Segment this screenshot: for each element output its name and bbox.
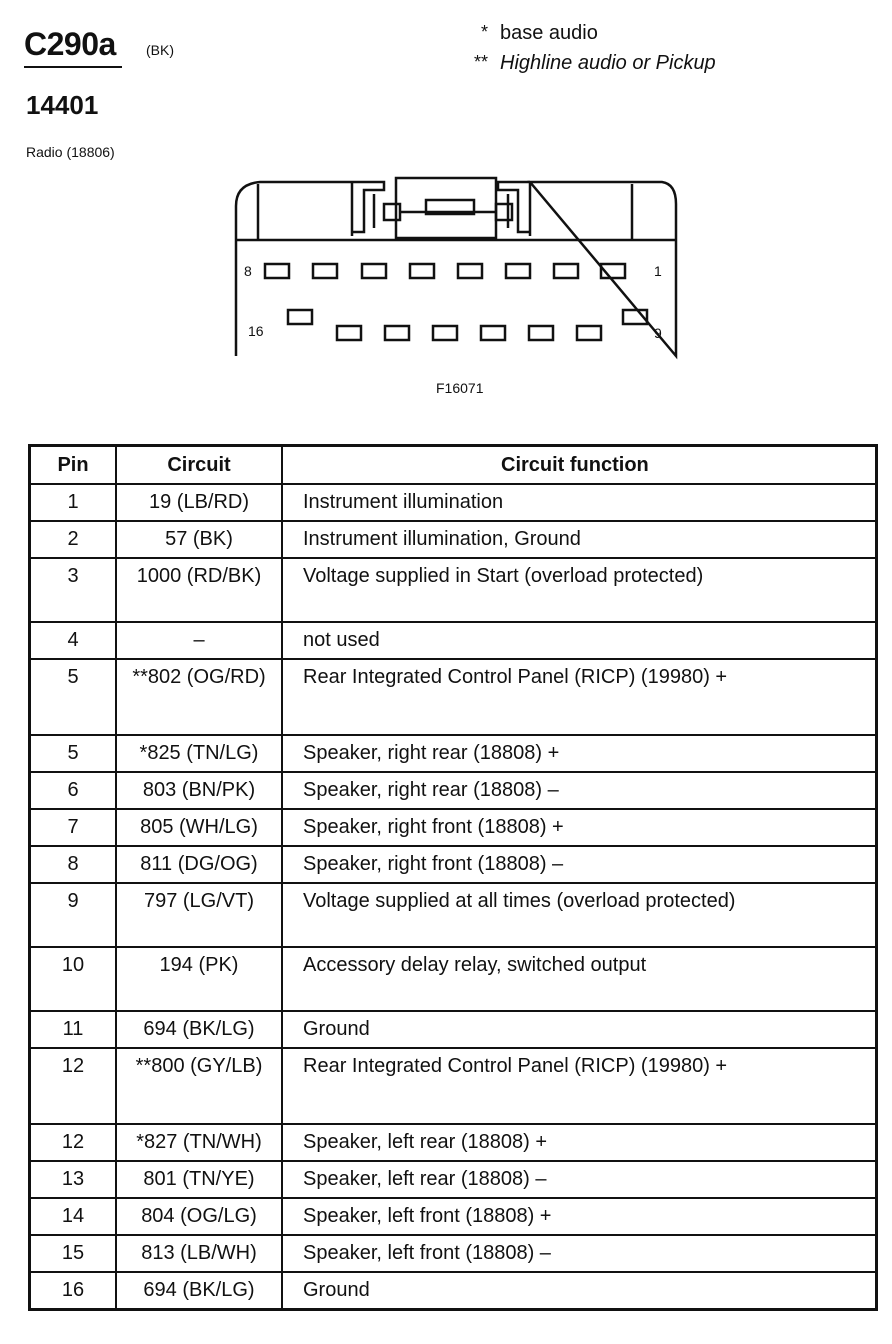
circuit-cell — [116, 521, 282, 558]
circuit-cell-text: 805 (WH/LG) — [140, 816, 258, 838]
terminal-5 — [410, 264, 434, 278]
circuit-cell-text: 19 (LB/RD) — [148, 491, 250, 513]
pin-cell-text: 16 — [61, 1279, 85, 1301]
function-cell-text: Rear Integrated Control Panel (RICP) (19980) + — [303, 1055, 728, 1077]
function-cell-text: Voltage supplied in Start (overload protected) — [303, 565, 704, 587]
table-row — [30, 558, 877, 622]
function-cell-text: Ground — [303, 1279, 370, 1301]
table-header-row — [30, 446, 877, 485]
function-cell-text: Instrument illumination — [303, 491, 504, 513]
legend-text-highline: Highline audio or Pickup — [500, 52, 716, 74]
pin-cell — [30, 1161, 117, 1198]
pin-cell — [30, 521, 117, 558]
pin-cell — [30, 622, 117, 659]
figure-code: F16071 — [436, 380, 484, 396]
circuit-cell — [116, 947, 282, 1011]
function-cell-text: Voltage supplied at all times (overload protected) — [303, 890, 736, 912]
pin-cell-text: 11 — [62, 1018, 84, 1040]
pin-cell — [30, 1124, 117, 1161]
table-body — [30, 484, 877, 1309]
pin-cell — [30, 558, 117, 622]
terminal-10 — [577, 326, 601, 340]
terminal-16 — [288, 310, 312, 324]
function-cell — [282, 1161, 877, 1198]
connector-color: (BK) — [146, 42, 174, 58]
circuit-cell — [116, 1235, 282, 1272]
table-row — [30, 1011, 877, 1048]
circuit-cell-text: – — [193, 629, 205, 651]
terminal-4 — [458, 264, 482, 278]
function-cell-text: Speaker, right rear (18808) – — [303, 779, 559, 801]
terminal-12 — [481, 326, 505, 340]
pin-cell-text: 13 — [61, 1168, 85, 1190]
function-cell-text: Speaker, left front (18808) + — [303, 1205, 552, 1227]
circuit-cell-text: **802 (OG/RD) — [132, 666, 266, 688]
table-row — [30, 735, 877, 772]
pin-cell — [30, 659, 117, 735]
function-cell — [282, 735, 877, 772]
connector-latch-right-notch — [496, 204, 512, 220]
pin-cell — [30, 883, 117, 947]
circuit-cell-text: 813 (LB/WH) — [141, 1242, 257, 1264]
connector-latch-center — [396, 178, 496, 238]
circuit-cell — [116, 1198, 282, 1235]
function-cell-text: not used — [303, 629, 380, 651]
function-cell — [282, 622, 877, 659]
table-row — [30, 622, 877, 659]
circuit-cell-text: 194 (PK) — [159, 954, 239, 976]
pin-cell — [30, 947, 117, 1011]
pin-cell-text: 2 — [67, 528, 79, 550]
terminal-7 — [313, 264, 337, 278]
table-row — [30, 1161, 877, 1198]
table-row — [30, 947, 877, 1011]
circuit-cell-text: 811 (DG/OG) — [140, 853, 258, 875]
pin-cell — [30, 735, 117, 772]
pin-cell — [30, 809, 117, 846]
circuit-cell — [116, 809, 282, 846]
function-cell — [282, 772, 877, 809]
circuit-cell-text: 804 (OG/LG) — [141, 1205, 257, 1227]
pin-cell — [30, 1048, 117, 1124]
table-row — [30, 521, 877, 558]
pin-cell-text: 3 — [67, 565, 79, 587]
header-pin: Pin — [30, 446, 117, 485]
circuit-cell — [116, 484, 282, 521]
circuit-cell-text: 694 (BK/LG) — [143, 1018, 255, 1040]
function-cell-text: Rear Integrated Control Panel (RICP) (19980) + — [303, 666, 728, 688]
circuit-cell — [116, 1124, 282, 1161]
circuit-cell-text: **800 (GY/LB) — [135, 1055, 263, 1077]
circuit-cell — [116, 883, 282, 947]
header-circuit: Circuit — [116, 446, 282, 485]
pin-table — [28, 444, 878, 1311]
function-cell — [282, 558, 877, 622]
table-row — [30, 772, 877, 809]
legend-text-base: base audio — [500, 22, 598, 44]
pin-cell — [30, 1235, 117, 1272]
circuit-cell — [116, 846, 282, 883]
function-cell — [282, 846, 877, 883]
table-row — [30, 846, 877, 883]
pin-cell-text: 10 — [61, 954, 85, 976]
connector-latch-left-notch — [384, 204, 400, 220]
function-cell-text: Speaker, right rear (18808) + — [303, 742, 560, 764]
pin-cell — [30, 1011, 117, 1048]
function-cell-text: Speaker, left rear (18808) – — [303, 1168, 547, 1190]
terminal-11 — [529, 326, 553, 340]
pin-cell-text: 14 — [61, 1205, 85, 1227]
circuit-cell-text: 1000 (RD/BK) — [136, 565, 262, 587]
function-cell — [282, 947, 877, 1011]
function-cell-text: Ground — [303, 1018, 370, 1040]
pin-cell — [30, 1198, 117, 1235]
function-cell — [282, 883, 877, 947]
terminal-15 — [337, 326, 361, 340]
function-cell-text: Instrument illumination, Ground — [303, 528, 581, 550]
circuit-cell-text: *827 (TN/WH) — [136, 1131, 262, 1153]
table-row — [30, 883, 877, 947]
table-row — [30, 1124, 877, 1161]
function-cell — [282, 1235, 877, 1272]
table-row — [30, 1198, 877, 1235]
function-cell — [282, 1048, 877, 1124]
function-cell — [282, 809, 877, 846]
function-cell — [282, 1011, 877, 1048]
circuit-cell — [116, 659, 282, 735]
circuit-cell — [116, 772, 282, 809]
pin-label-16: 16 — [248, 323, 264, 339]
connector-latch-right — [498, 182, 530, 232]
function-cell — [282, 484, 877, 521]
function-cell-text: Speaker, left rear (18808) + — [303, 1131, 548, 1153]
function-cell — [282, 1124, 877, 1161]
circuit-cell-text: 57 (BK) — [165, 528, 233, 550]
pin-cell — [30, 772, 117, 809]
table-row — [30, 1048, 877, 1124]
pin-cell-text: 8 — [67, 853, 79, 875]
circuit-cell-text: 801 (TN/YE) — [143, 1168, 255, 1190]
table-row — [30, 1272, 877, 1309]
pin-label-8: 8 — [244, 263, 252, 279]
pin-cell-text: 1 — [67, 491, 79, 513]
terminal-6 — [362, 264, 386, 278]
legend-symbol-base: * — [480, 22, 488, 42]
pin-label-1: 1 — [654, 263, 662, 279]
function-cell-text: Speaker, left front (18808) – — [303, 1242, 551, 1264]
circuit-cell — [116, 735, 282, 772]
circuit-cell-text: 694 (BK/LG) — [143, 1279, 255, 1301]
circuit-cell-text: 803 (BN/PK) — [142, 779, 256, 801]
function-cell-text: Speaker, right front (18808) + — [303, 816, 564, 838]
circuit-cell — [116, 1272, 282, 1309]
circuit-cell — [116, 1011, 282, 1048]
function-cell — [282, 659, 877, 735]
pin-cell-text: 6 — [67, 779, 79, 801]
part-number: 14401 — [26, 90, 99, 120]
terminal-2 — [554, 264, 578, 278]
header-circuit-function: Circuit function — [282, 446, 877, 485]
table-row — [30, 659, 877, 735]
pin-cell-text: 5 — [67, 742, 79, 764]
table-row — [30, 809, 877, 846]
circuit-cell-text: 797 (LG/VT) — [143, 890, 255, 912]
legend-symbol-highline: ** — [473, 52, 488, 72]
terminal-13 — [433, 326, 457, 340]
terminal-14 — [385, 326, 409, 340]
connector-id: C290a — [24, 26, 116, 62]
table-row — [30, 484, 877, 521]
pin-cell — [30, 1272, 117, 1309]
function-cell — [282, 1198, 877, 1235]
component-name: Radio (18806) — [26, 144, 115, 160]
terminal-3 — [506, 264, 530, 278]
circuit-cell-text: *825 (TN/LG) — [139, 742, 259, 764]
circuit-cell — [116, 622, 282, 659]
function-cell — [282, 1272, 877, 1309]
pin-cell-text: 7 — [67, 816, 79, 838]
circuit-cell — [116, 1161, 282, 1198]
circuit-cell — [116, 1048, 282, 1124]
terminal-8 — [265, 264, 289, 278]
pin-cell-text: 9 — [67, 890, 79, 912]
circuit-cell — [116, 558, 282, 622]
pin-cell — [30, 484, 117, 521]
function-cell-text: Speaker, right front (18808) – — [303, 853, 564, 875]
pin-cell-text: 5 — [67, 666, 79, 688]
function-cell — [282, 521, 877, 558]
connector-latch-left — [352, 182, 384, 232]
pin-cell-text: 12 — [61, 1055, 85, 1077]
pin-cell — [30, 846, 117, 883]
pin-cell-text: 4 — [67, 629, 79, 651]
table-row — [30, 1235, 877, 1272]
connector-face-diagram — [0, 0, 892, 400]
pin-cell-text: 15 — [61, 1242, 85, 1264]
pin-cell-text: 12 — [61, 1131, 85, 1153]
pin-label-9: 9 — [654, 325, 662, 341]
function-cell-text: Accessory delay relay, switched output — [303, 954, 647, 976]
